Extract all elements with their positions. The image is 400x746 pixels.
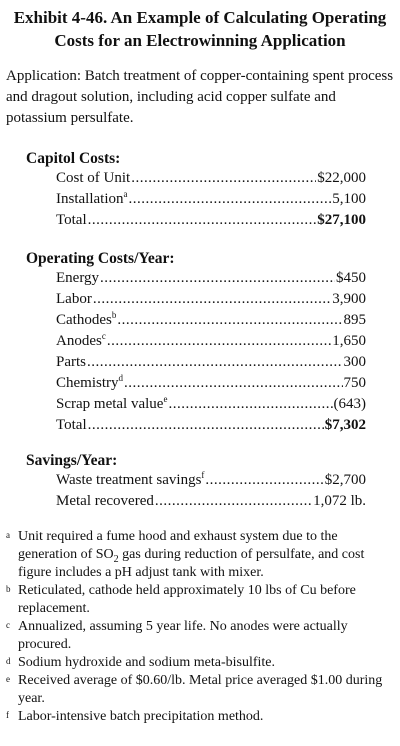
leader-dots	[131, 170, 316, 187]
savings-row-metal-recovered	[56, 493, 366, 514]
row-label: Cost of Unit	[56, 170, 131, 186]
footnote-ref: b	[111, 310, 117, 320]
row-value: 5,100	[332, 191, 366, 207]
capital-row-installation	[56, 191, 366, 212]
capital-costs-list	[56, 170, 366, 233]
operating-row-anodes	[56, 333, 366, 354]
capital-row-total	[56, 212, 366, 233]
leader-dots	[124, 375, 343, 392]
savings-row-waste-treatment	[56, 472, 366, 493]
capital-row-cost-of-unit	[56, 170, 366, 191]
footnote-e: e Received average of $0.60/lb. Metal price averaged $1.00 during year.	[6, 672, 396, 708]
footnote-mark: a	[6, 530, 10, 540]
footnote-mark: f	[6, 710, 9, 720]
operating-row-chemistry	[56, 375, 366, 396]
subscript: 2	[113, 553, 119, 565]
row-value: $2,700	[324, 472, 366, 488]
row-value: 3,900	[332, 291, 366, 307]
footnote-d: d Sodium hydroxide and sodium meta-bisulfite.	[6, 654, 396, 672]
savings-heading: Savings/Year:	[26, 452, 118, 469]
row-value: $450	[336, 270, 366, 286]
row-label: Energy	[56, 270, 100, 286]
row-label: Total	[56, 417, 87, 433]
footnote-mark: c	[6, 620, 10, 630]
leader-dots	[88, 212, 317, 229]
row-label: Installation$^a$	[56, 189, 128, 207]
operating-costs-list	[56, 270, 366, 438]
footnote-mark: b	[6, 584, 11, 594]
footnote-f: f Labor-intensive batch precipitation method.	[6, 708, 396, 726]
title-line-2: Costs for an Electrowinning Application	[54, 31, 346, 50]
footnote-mark: d	[6, 656, 11, 666]
leader-dots	[88, 417, 324, 434]
title-line-1: Exhibit 4-46. An Example of Calculating Operating	[13, 8, 387, 27]
footnote-a: a Unit required a fume hood and exhaust system due to the generation of $SO_2$ gas during reduction of persulfate, and cost figure includes a pH adjust tank with mixer.	[6, 528, 396, 582]
row-label: Anodes$^c$	[56, 331, 106, 349]
leader-dots	[107, 333, 331, 350]
footnotes	[6, 528, 396, 726]
operating-row-total	[56, 417, 366, 438]
exhibit-title	[10, 6, 390, 52]
row-value: $7,302	[324, 417, 366, 433]
row-label: Total	[56, 212, 87, 228]
row-label: Chemistry$^d$	[56, 373, 123, 391]
leader-dots	[117, 312, 342, 329]
leader-dots	[155, 493, 312, 510]
operating-row-cathodes	[56, 312, 366, 333]
leader-dots	[129, 191, 332, 208]
row-value: 895	[343, 312, 366, 328]
footnote-ref: a	[123, 189, 128, 199]
footnote-ref: d	[118, 373, 123, 383]
operating-row-labor	[56, 291, 366, 312]
footnote-ref: e	[163, 394, 168, 404]
row-value: $27,100	[317, 212, 366, 228]
row-label: Metal recovered	[56, 493, 154, 509]
row-value: 300	[343, 354, 366, 370]
leader-dots	[87, 354, 343, 371]
row-label: Labor	[56, 291, 92, 307]
operating-costs-heading: Operating Costs/Year:	[26, 250, 175, 267]
operating-row-energy	[56, 270, 366, 291]
row-value: $22,000	[317, 170, 366, 186]
footnote-ref: c	[101, 331, 106, 341]
savings-list	[56, 472, 366, 514]
leader-dots	[168, 396, 332, 413]
row-value: 1,072 lb.	[313, 493, 366, 509]
footnote-c: c Annualized, assuming 5 year life. No anodes were actually procured.	[6, 618, 396, 654]
application-description: Application: Batch treatment of copper-containing spent process and dragout solution, including acid copper sulfate and potassium persulfate.	[6, 68, 394, 126]
row-value: 1,650	[332, 333, 366, 349]
leader-dots	[100, 270, 335, 287]
footnote-ref: f	[201, 470, 205, 480]
row-label: Waste treatment savings$^f$	[56, 470, 205, 488]
row-label: Parts	[56, 354, 86, 370]
row-label: Scrap metal value$^e$	[56, 394, 168, 412]
operating-row-parts	[56, 354, 366, 375]
footnote-b: b Reticulated, cathode held approximately 10 lbs of Cu before replacement.	[6, 582, 396, 618]
row-value: (643)	[333, 396, 366, 412]
row-value: 750	[343, 375, 366, 391]
row-label: Cathodes$^b$	[56, 310, 117, 328]
leader-dots	[205, 472, 323, 489]
operating-row-scrap-metal	[56, 396, 366, 417]
leader-dots	[93, 291, 331, 308]
footnote-mark: e	[6, 674, 10, 684]
capital-costs-heading: Capitol Costs:	[26, 150, 121, 167]
